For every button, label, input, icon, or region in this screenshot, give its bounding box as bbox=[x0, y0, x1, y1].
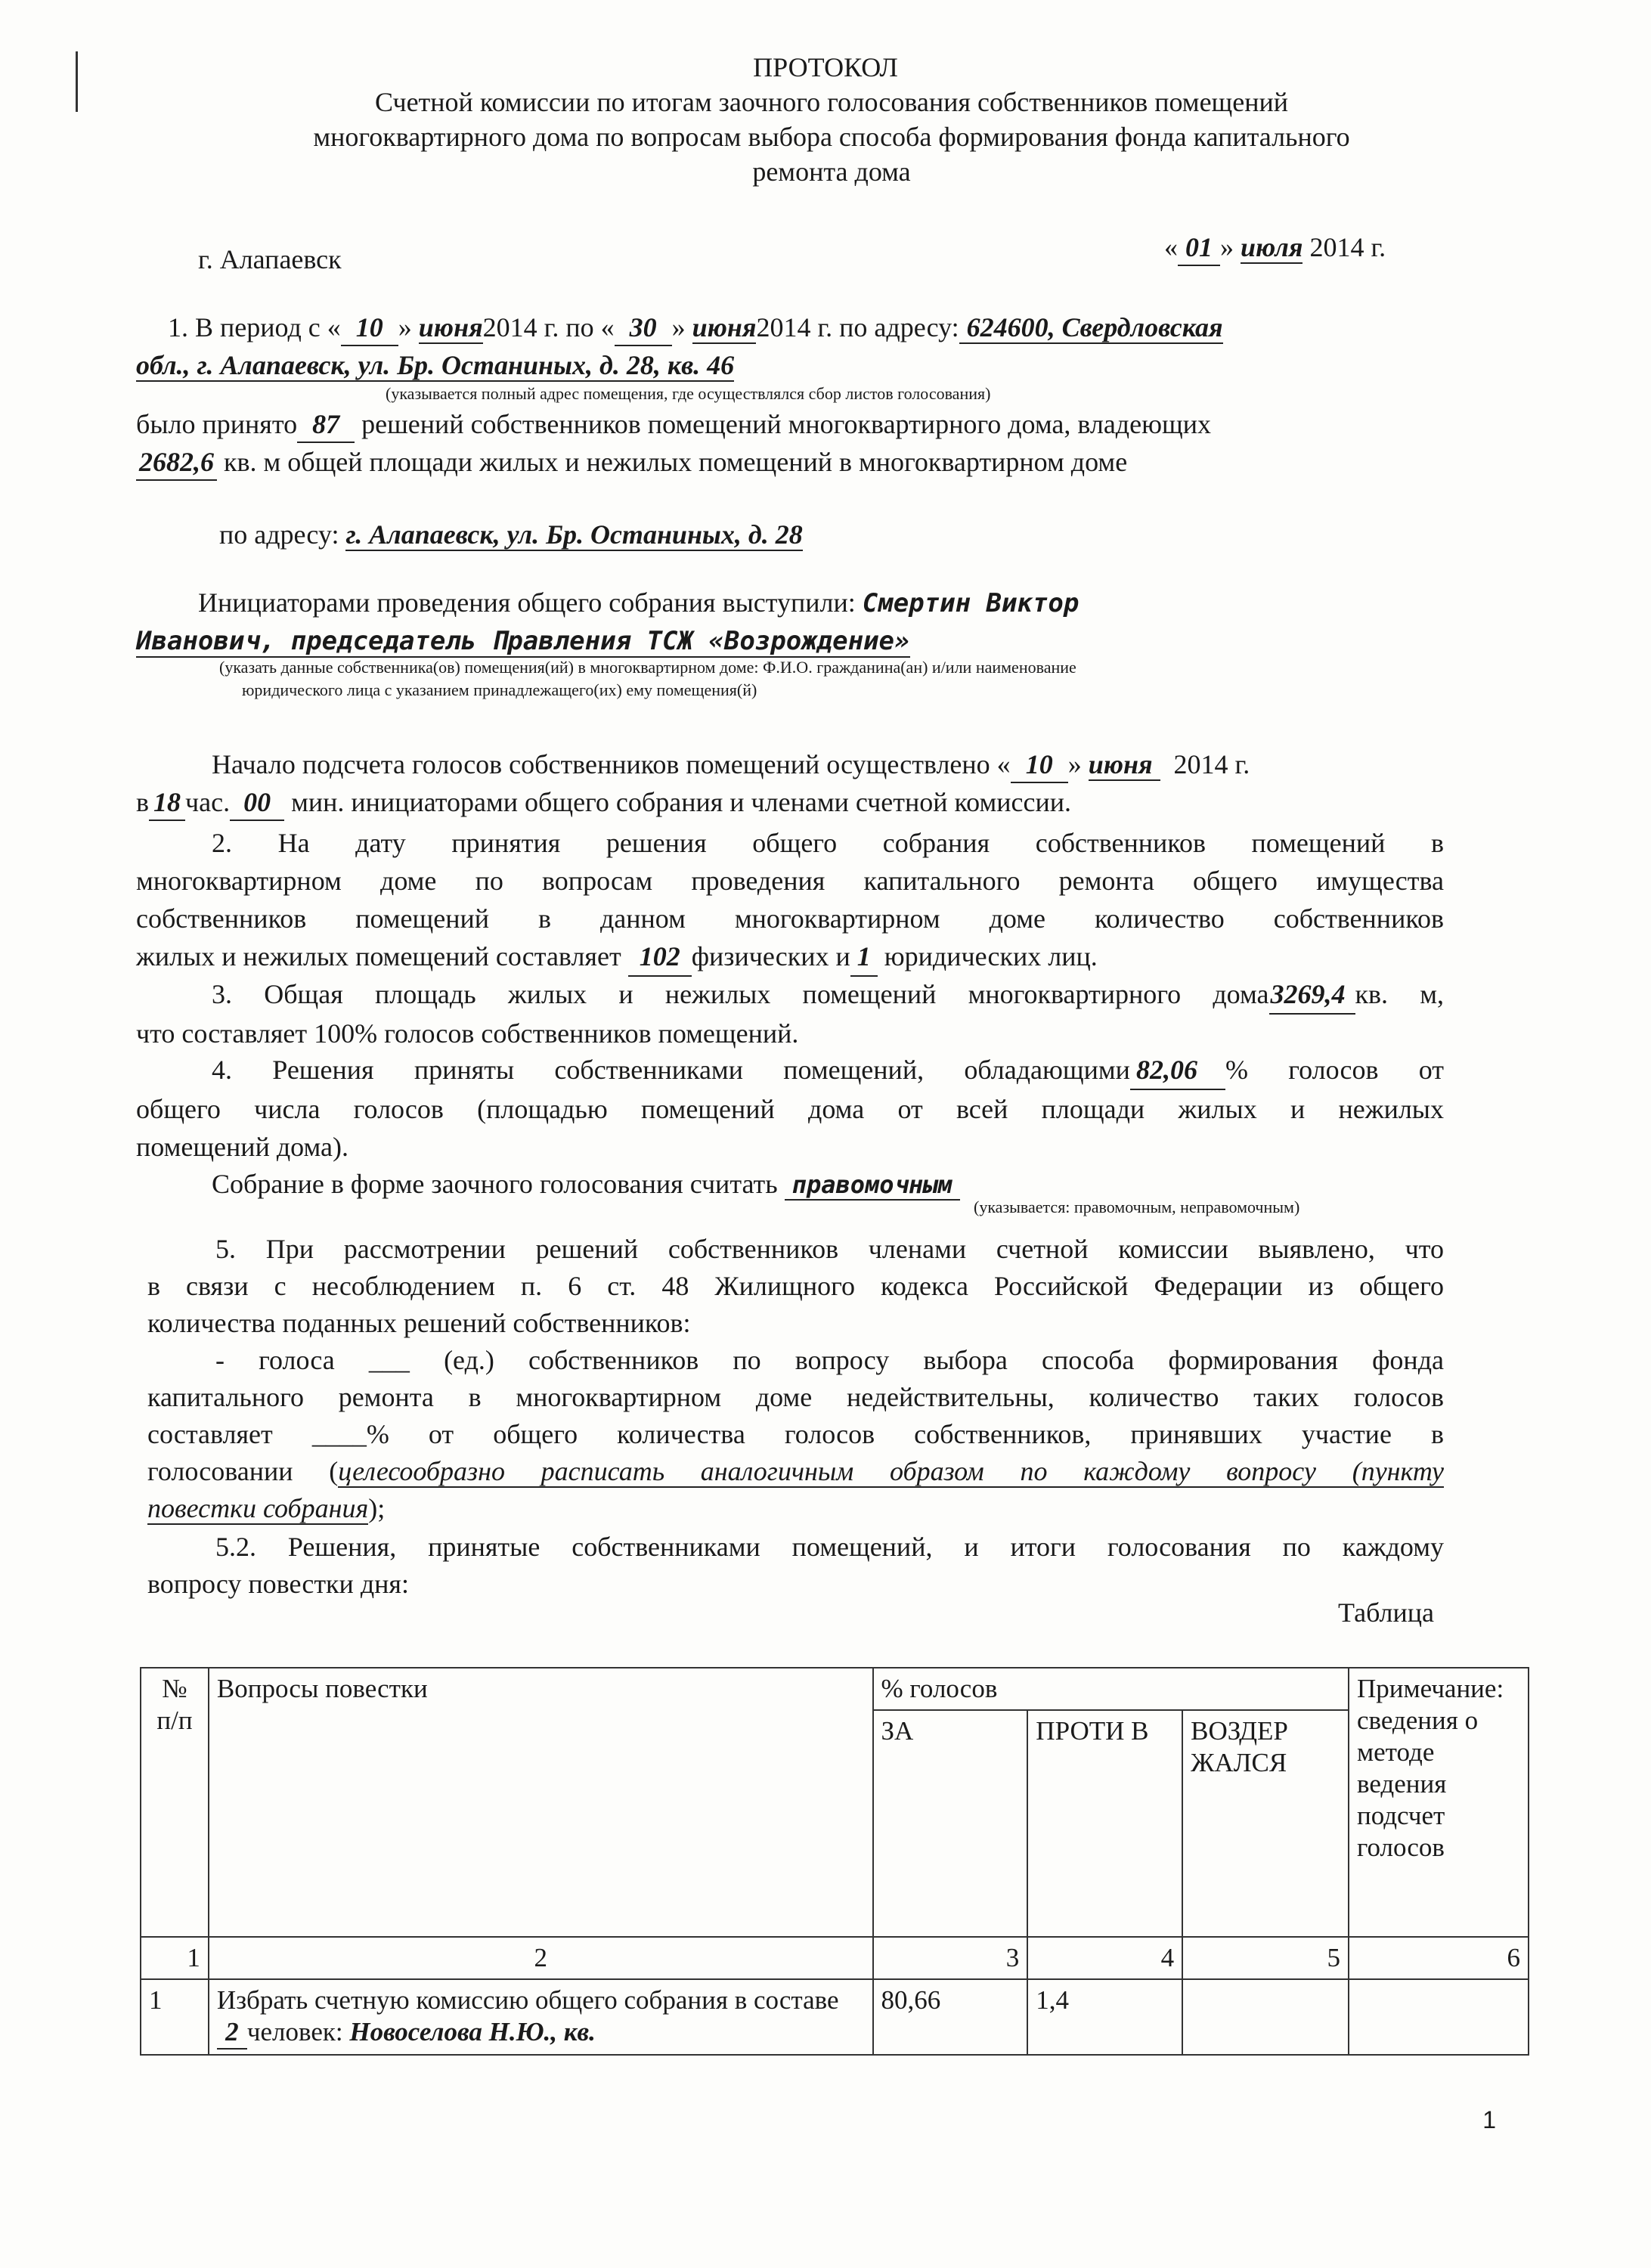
table-column-numbers bbox=[141, 1937, 1529, 1979]
table-header-row bbox=[141, 1668, 1529, 1710]
header-num: № п/п bbox=[141, 1668, 209, 1937]
row-for: 80,66 bbox=[873, 1979, 1028, 2055]
count-start: Начало подсчета голосов собственников помещений осуществлено « 10 » июня 2014 г. bbox=[212, 748, 1250, 783]
table-caption: Таблица bbox=[1338, 1597, 1434, 1628]
col-num: 3 bbox=[873, 1937, 1028, 1979]
row-num: 1 bbox=[141, 1979, 209, 2055]
col-num: 4 bbox=[1027, 1937, 1182, 1979]
col-num: 2 bbox=[209, 1937, 873, 1979]
count-start-time: в 18 час. 00 мин. инициаторами общего собрания и членами счетной комиссии. bbox=[136, 786, 1071, 821]
col-num: 5 bbox=[1182, 1937, 1349, 1979]
document-title: ПРОТОКОЛ bbox=[753, 52, 898, 82]
initiators-name: Иванович, председатель Правления ТСЖ «Возрождение» bbox=[136, 626, 910, 656]
quorum-hint: (указывается: правомочным, неправомочным) bbox=[974, 1198, 1300, 1216]
item4: 4. Решения приняты собственниками помещений, обладающими 82,06 % голосов от общего числа голосов (площадью помещений дома от всей площади жилых и нежилых помещений дома). bbox=[136, 1051, 1444, 1166]
item1-decisions: было принято 87 решений собственников помещений многоквартирного дома, владеющих bbox=[136, 408, 1444, 443]
header-votes: % голосов bbox=[873, 1668, 1349, 1710]
city: г. Алапаевск bbox=[198, 244, 342, 274]
header-abstain: ВОЗДЕР ЖАЛСЯ bbox=[1182, 1710, 1349, 1937]
col-num: 6 bbox=[1349, 1937, 1529, 1979]
col-num: 1 bbox=[141, 1937, 209, 1979]
row-abstain bbox=[1182, 1979, 1349, 2055]
item1-house-address: по адресу: г. Алапаевск, ул. Бр. Останиных, д. 28 bbox=[219, 519, 803, 550]
votes-table bbox=[140, 1667, 1529, 2056]
item3: 3. Общая площадь жилых и нежилых помещений многоквартирного дома3269,4 кв. м, что составляет 100% голосов собственников помещений. bbox=[136, 975, 1444, 1052]
row-against: 1,4 bbox=[1027, 1979, 1182, 2055]
address-hint: (указывается полный адрес помещения, где осуществлялся сбор листов голосования) bbox=[386, 384, 991, 403]
row-note bbox=[1349, 1979, 1529, 2055]
header-question: Вопросы повестки bbox=[209, 1668, 873, 1937]
initiators: Инициаторами проведения общего собрания выступили: Смертин Виктор bbox=[198, 587, 1080, 618]
document-subtitle: Счетной комиссии по итогам заочного голосования собственников помещений многоквартирного дома по вопросам выбора способа формирования фонда капитального ремонта дома bbox=[313, 87, 1350, 187]
header-for: ЗА bbox=[873, 1710, 1028, 1937]
header-note: Примечание: сведения о методе ведения подсчет голосов bbox=[1349, 1668, 1529, 1937]
item1-period: 1. В период с « 10 » июня2014 г. по « 30 » июня2014 г. по адресу: 624600, Свердловская bbox=[168, 311, 1223, 346]
header-against: ПРОТИ В bbox=[1027, 1710, 1182, 1937]
item1-address: обл., г. Алапаевск, ул. Бр. Останиных, д. 28, кв. 46 bbox=[136, 350, 735, 380]
page-number: 1 bbox=[1482, 2106, 1496, 2133]
protocol-date: « 01 » июля 2014 г. bbox=[1164, 231, 1386, 266]
item5-2: 5.2. Решения, принятые собственниками помещений, и итоги голосования по каждому вопросу повестки дня: bbox=[147, 1532, 1444, 1599]
quorum: Собрание в форме заочного голосования считать правомочным bbox=[212, 1168, 960, 1201]
table-row bbox=[141, 1979, 1529, 2055]
item2: 2. На дату принятия решения общего собрания собственников помещений в многоквартирном доме по вопросам проведения капитального ремонта общего имущества собственников помещений в данном многоквартирном доме количество собственников жилых и нежилых помещений составляет 102 физических и 1 юридических лиц. bbox=[136, 824, 1444, 977]
item1-area: 2682,6 кв. м общей площади жилых и нежилых помещений в многоквартирном доме bbox=[136, 446, 1127, 481]
row-question: Избрать счетную комиссию общего собрания в составе 2 человек: Новоселова Н.Ю., кв. bbox=[209, 1979, 873, 2055]
initiators-hint: (указать данные собственника(ов) помещения(ий) в многоквартирном доме: Ф.И.О. гражданина(ан) и/или наименование юридического лица с указанием принадлежащего(их) ему помещения(й) bbox=[219, 658, 1076, 699]
item5: 5. При рассмотрении решений собственников членами счетной комиссии выявлено, что в связи с несоблюдением п. 6 ст. 48 Жилищного кодекса Российской Федерации из общего количества поданных решений собственников: - голоса ___ (ед.) собственников по вопросу выбора способа формирования фонда капитального ремонта в многоквартирном доме недействительны, количество таких голосов составляет ____% от общего количества голосов собственников, принявших участие в голосовании (целесообразно расписать аналогичным образом по каждому вопросу (пункту повестки собрания); bbox=[147, 1234, 1444, 1523]
